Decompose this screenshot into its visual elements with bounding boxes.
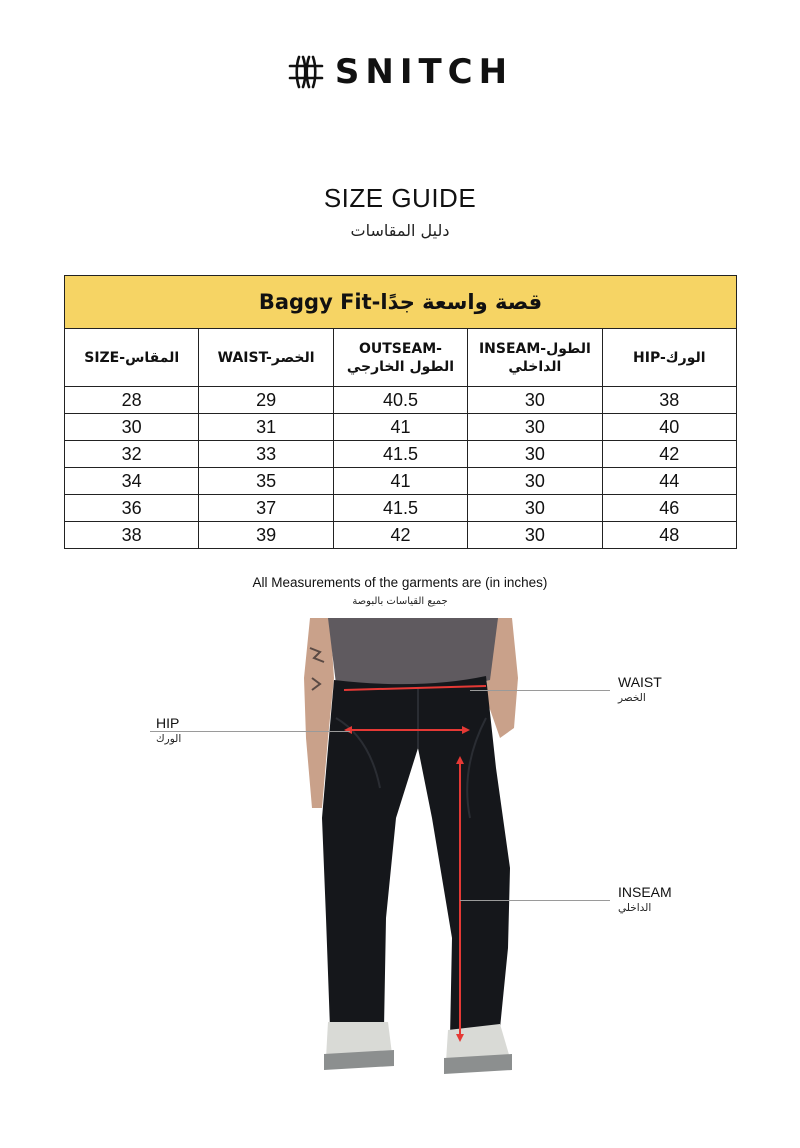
table-cell: 30 [65, 414, 199, 441]
table-cell: 30 [468, 522, 602, 549]
measurement-note: All Measurements of the garments are (in inches) [252, 575, 548, 590]
column-header-row [65, 329, 737, 387]
column-header-waist [199, 329, 333, 387]
table-cell: 46 [602, 495, 736, 522]
column-header-hip [602, 329, 736, 387]
table-cell: 38 [65, 522, 199, 549]
column-header-size [65, 329, 199, 387]
hip-callout [156, 715, 181, 747]
hip-label-arabic: الورك [156, 733, 182, 745]
table-row [65, 387, 737, 414]
table-cell: 30 [468, 387, 602, 414]
column-header-line: الداخلي [508, 358, 562, 375]
size-table [64, 275, 737, 549]
table-cell: 32 [65, 441, 199, 468]
table-cell: 29 [199, 387, 333, 414]
inseam-leader-line [460, 900, 610, 901]
page-title-arabic: دليل المقاسات [350, 221, 450, 240]
table-row [65, 522, 737, 549]
table-cell: 36 [65, 495, 199, 522]
column-header-line: WAIST-الخصر [217, 349, 315, 366]
inseam-callout [618, 884, 672, 916]
table-row [65, 468, 737, 495]
table-row [65, 414, 737, 441]
waist-callout [618, 674, 662, 706]
table-cell: 42 [333, 522, 467, 549]
snitch-hash-logo-icon [287, 55, 325, 89]
table-cell: 38 [602, 387, 736, 414]
table-cell: 30 [468, 441, 602, 468]
column-header-line: SIZE-المقاس [84, 349, 180, 366]
table-cell: 33 [199, 441, 333, 468]
table-cell: 41.5 [333, 495, 467, 522]
column-header-inseam [468, 329, 602, 387]
waist-label: WAIST [618, 674, 662, 690]
column-header-line: INSEAM-الطول [478, 340, 591, 357]
table-cell: 41.5 [333, 441, 467, 468]
brand-name: SNITCH [334, 52, 514, 92]
table-cell: 42 [602, 441, 736, 468]
column-header-line: الطول الخارجي [346, 358, 455, 375]
table-cell: 30 [468, 468, 602, 495]
brand-logo [0, 52, 800, 92]
table-cell: 30 [468, 495, 602, 522]
table-cell: 31 [199, 414, 333, 441]
table-cell: 37 [199, 495, 333, 522]
table-cell: 28 [65, 387, 199, 414]
table-cell: 39 [199, 522, 333, 549]
inseam-label-arabic: الداخلي [618, 902, 652, 914]
measurement-note-arabic: جميع القياسات بالبوصة [352, 596, 448, 607]
table-cell: 34 [65, 468, 199, 495]
column-header-line: HIP-الورك [633, 349, 706, 366]
table-cell: 30 [468, 414, 602, 441]
table-row [65, 495, 737, 522]
page-title: SIZE GUIDE [323, 183, 477, 213]
table-cell: 41 [333, 468, 467, 495]
column-header-outseam [333, 329, 467, 387]
table-cell: 44 [602, 468, 736, 495]
waist-leader-line [470, 690, 610, 691]
table-cell: 40.5 [333, 387, 467, 414]
hip-label: HIP [156, 715, 180, 731]
fit-header-row [65, 276, 737, 329]
fit-label: Baggy Fit-قصة واسعة جدًا [65, 276, 737, 329]
table-cell: 40 [602, 414, 736, 441]
table-row [65, 441, 737, 468]
table-cell: 41 [333, 414, 467, 441]
column-header-line: OUTSEAM- [358, 340, 442, 357]
waist-label-arabic: الخصر [618, 692, 646, 704]
inseam-label: INSEAM [618, 884, 672, 900]
model-figure [300, 618, 530, 1080]
table-cell: 35 [199, 468, 333, 495]
table-cell: 48 [602, 522, 736, 549]
